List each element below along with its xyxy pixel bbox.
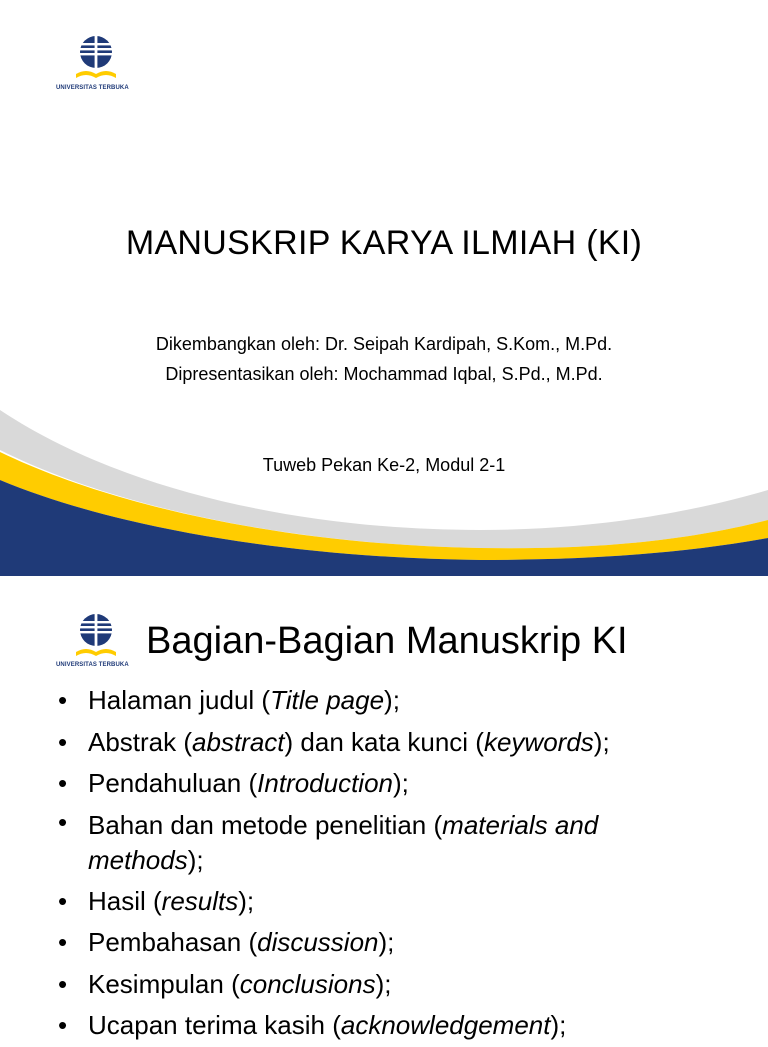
session-info: Tuweb Pekan Ke-2, Modul 2-1: [262, 455, 506, 475]
logo-caption: UNIVERSITAS TERBUKA: [56, 662, 129, 668]
universitas-terbuka-logo-icon: [72, 30, 120, 86]
decorative-wave: [0, 380, 768, 576]
slide-separator: [0, 576, 768, 586]
list-item: • Pendahuluan (Introduction);: [58, 763, 718, 805]
list-item: • Bahan dan metode penelitian (materials and methods);: [58, 805, 718, 881]
presentation-title: MANUSKRIP KARYA ILMIAH (KI): [125, 224, 643, 262]
list-item: • Abstrak (abstract) dan kata kunci (keywords);: [58, 722, 718, 764]
manuscript-parts-list: [58, 680, 718, 1047]
list-item: • Ucapan terima kasih (acknowledgement);: [58, 1005, 718, 1047]
universitas-terbuka-logo-icon: [72, 608, 120, 664]
presenter-credit: Dipresentasikan oleh: Mochammad Iqbal, S.Pd., M.Pd.: [165, 364, 603, 384]
list-item: • Kesimpulan (conclusions);: [58, 964, 718, 1006]
developer-credit: Dikembangkan oleh: Dr. Seipah Kardipah, S.Kom., M.Pd.: [155, 334, 613, 354]
list-item: • Hasil (results);: [58, 881, 718, 923]
list-item: • Halaman judul (Title page);: [58, 680, 718, 722]
list-item: • Pembahasan (discussion);: [58, 922, 718, 964]
section-title: Bagian-Bagian Manuskrip KI: [146, 620, 628, 662]
logo-caption: UNIVERSITAS TERBUKA: [56, 85, 129, 91]
